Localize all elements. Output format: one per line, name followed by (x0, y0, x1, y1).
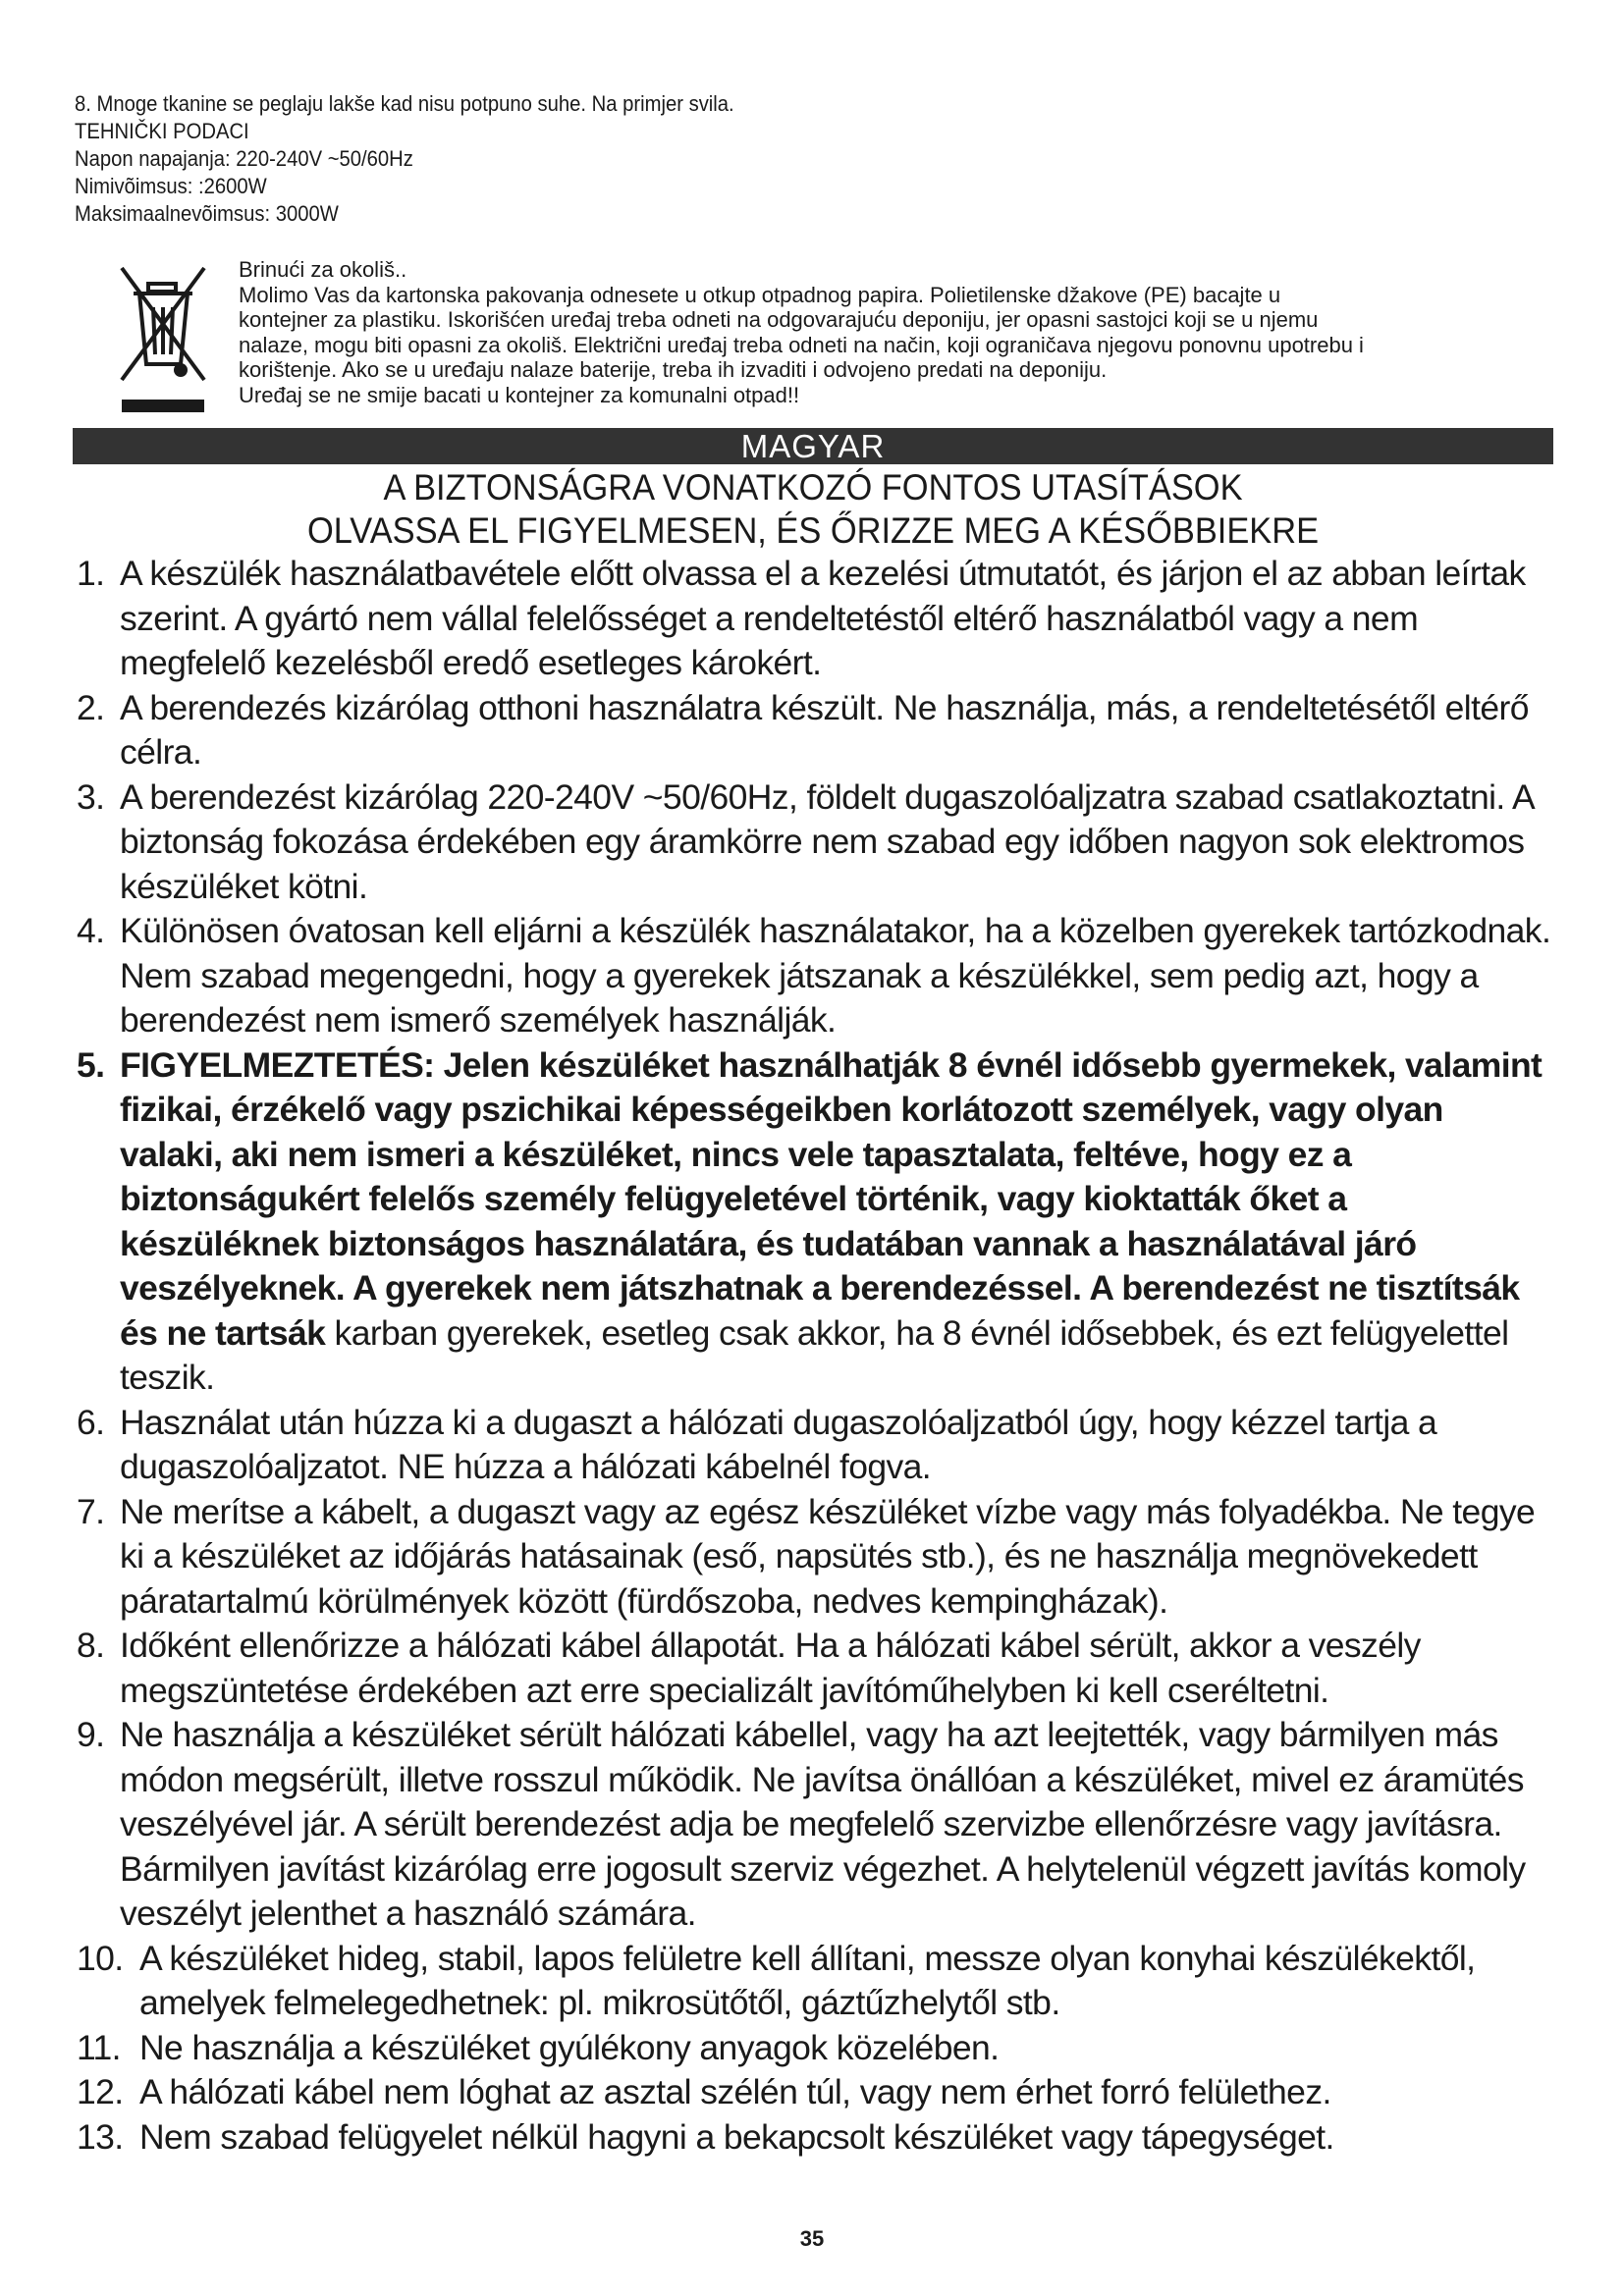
text-line: Uređaj se ne smije bacati u kontejner za komunalni otpad!! (239, 382, 800, 407)
text-line: Brinući za okoliš.. (239, 257, 407, 282)
list-item-warning: 5. FIGYELMEZTETÉS: Jelen készüléket használhatják 8 évnél idősebb gyermekek, valamint fizikai, érzékelő vagy pszichikai képességeikben korlátozott személyek, vagy olyan valaki, aki nem ismeri a készüléket, nincs vele tapasztalata, feltéve, hogy ez a biztonságukért felelős személy felügyeletével történik, vagy kioktatták őket a készüléknek biztonságos használatára, és tudatában vannak a használatával járó veszélyeknek. A gyerekek nem játszhatnak a berendezéssel. A berendezést ne tisztítsák és ne tartsák karban gyerekek, esetleg csak akkor, ha 8 évnél idősebbek, és ezt felügyelettel teszik. (77, 1044, 1543, 1397)
page-number: 35 (799, 2226, 825, 2251)
text-line: kontejner za plastiku. Iskorišćen uređaj treba odneti na odgovarajuću deponiju, jer opasni sastojci koji se u njemu (239, 307, 1319, 332)
text-line: korištenje. Ako se u uređaju nalaze baterije, treba ih izvaditi i odvojeno predati na deponiju. (239, 357, 1108, 382)
text-line: Maksimaalnevõimsus: 3000W (75, 201, 339, 226)
list-item: 9. Ne használja a készüléket sérült hálózati kábellel, vagy ha azt leejtették, vagy bármilyen más módon megsérült, illetve rosszul működik. Ne javítsa önállóan a készüléket, mivel ez áramütés veszélyével jár. A sérült berendezést adja be megfelelő szervizbe ellenőrzésre vagy javításra. Bármilyen javítást kizárólag erre jogosult szerviz végezhet. A helytelenül végzett javítás komoly veszélyt jelenthet a használó számára. (77, 1715, 1526, 1933)
safety-instructions-list (77, 552, 1554, 2160)
list-item: 7. Ne merítse a kábelt, a dugaszt vagy az egész készüléket vízbe vagy más folyadékba. Ne tegye ki a készüléket az időjárás hatásainak (eső, napsütés stb.), és ne használja megnövekedett páratartalmú körülmények között (fürdőszoba, nedves kempingházak). (77, 1491, 1536, 1621)
language-banner: MAGYAR (73, 428, 1553, 464)
list-item: 8. Időként ellenőrizze a hálózati kábel állapotát. Ha a hálózati kábel sérült, akkor a veszély megszüntetése érdekében azt erre specializált javítóműhelyben ki kell cseréltetni. (77, 1626, 1421, 1710)
list-item: 12. A hálózati kábel nem lóghat az asztal szélén túl, vagy nem érhet forró felülethez. (77, 2072, 1331, 2111)
list-item: 4. Különösen óvatosan kell eljárni a készülék használatakor, ha a közelben gyerekek tartózkodnak. Nem szabad megengedni, hogy a gyerekek játszanak a készülékkel, sem pedig azt, hogy a berendezést nem ismerő személyek használják. (77, 911, 1551, 1040)
list-item: 3. A berendezést kizárólag 220-240V ~50/60Hz, földelt dugaszolóaljzatra szabad csatlakoztatni. A biztonság fokozása érdekében egy áramkörre nem szabad egy időben nagyon sok elektromos készüléket kötni. (77, 776, 1534, 906)
section-headings (73, 466, 1553, 553)
crossed-out-wheeled-bin-icon (116, 260, 209, 422)
warning-text: FIGYELMEZTETÉS: Jelen készüléket használhatják 8 évnél idősebb gyermekek, valamint fizikai, érzékelő vagy pszichikai képességeikben korlátozott személyek, vagy olyan valaki, aki nem ismeri a készüléket, nincs vele tapasztalata, feltéve, hogy ez a biztonságukért felelős személy felügyeletével történik, vagy kioktatták őket a készüléknek biztonságos használatára, és tudatában vannak a használatával járó veszélyeknek. A gyerekek nem játszhatnak a berendezéssel. A berendezést ne tisztítsák és ne tartsák (120, 1044, 1543, 1353)
list-item: 13. Nem szabad felügyelet nélkül hagyni a bekapcsolt készüléket vagy tápegységet. (77, 2116, 1334, 2157)
list-item: 2. A berendezés kizárólag otthoni használatra készült. Ne használja, más, a rendeltetésétől eltérő célra. (77, 687, 1529, 772)
list-item: 11. Ne használja a készüléket gyúlékony anyagok közelében. (77, 2027, 1000, 2067)
list-item: 6. Használat után húzza ki a dugaszt a hálózati dugaszolóaljzatból úgy, hogy kézzel tartja a dugaszolóaljzatot. NE húzza a hálózati kábelnél fogva. (77, 1402, 1437, 1486)
recycling-notice (239, 257, 1594, 407)
heading-subtitle: OLVASSA EL FIGYELMESEN, ÉS ŐRIZZE MEG A KÉSŐBBIEKRE (306, 510, 1320, 551)
heading-title: A BIZTONSÁGRA VONATKOZÓ FONTOS UTASÍTÁSOK (383, 467, 1243, 507)
text-line: 8. Mnoge tkanine se peglaju lakše kad nisu potpuno suhe. Na primjer svila. (75, 91, 734, 116)
text-line: TEHNIČKI PODACI (75, 119, 249, 143)
text-line: Molimo Vas da kartonska pakovanja odnesete u otkup otpadnog papira. Polietilenske džakove (PE) bacajte u (239, 282, 1281, 307)
list-item: 1. A készülék használatbavétele előtt olvassa el a kezelési útmutatót, és járjon el az abban leírtak szerint. A gyártó nem vállal felelősséget a rendeltetéstől eltérő használatból vagy a nem megfelelő kezelésből eredő esetleges károkért. (77, 554, 1526, 682)
list-item: 10. A készüléket hideg, stabil, lapos felületre kell állítani, messze olyan konyhai készülékektől, amelyek felmelegedhetnek: pl. mikrosütőtől, gáztűzhelytől stb. (77, 1938, 1476, 2022)
text-line: Nimivõimsus: :2600W (75, 174, 267, 198)
technical-data-block (75, 90, 1547, 228)
text-line: nalaze, mogu biti opasni za okoliš. Električni uređaj treba odneti na način, koji ograničava njegovu ponovnu upotrebu i (239, 332, 1364, 357)
text-line: Napon napajanja: 220-240V ~50/60Hz (75, 146, 413, 171)
